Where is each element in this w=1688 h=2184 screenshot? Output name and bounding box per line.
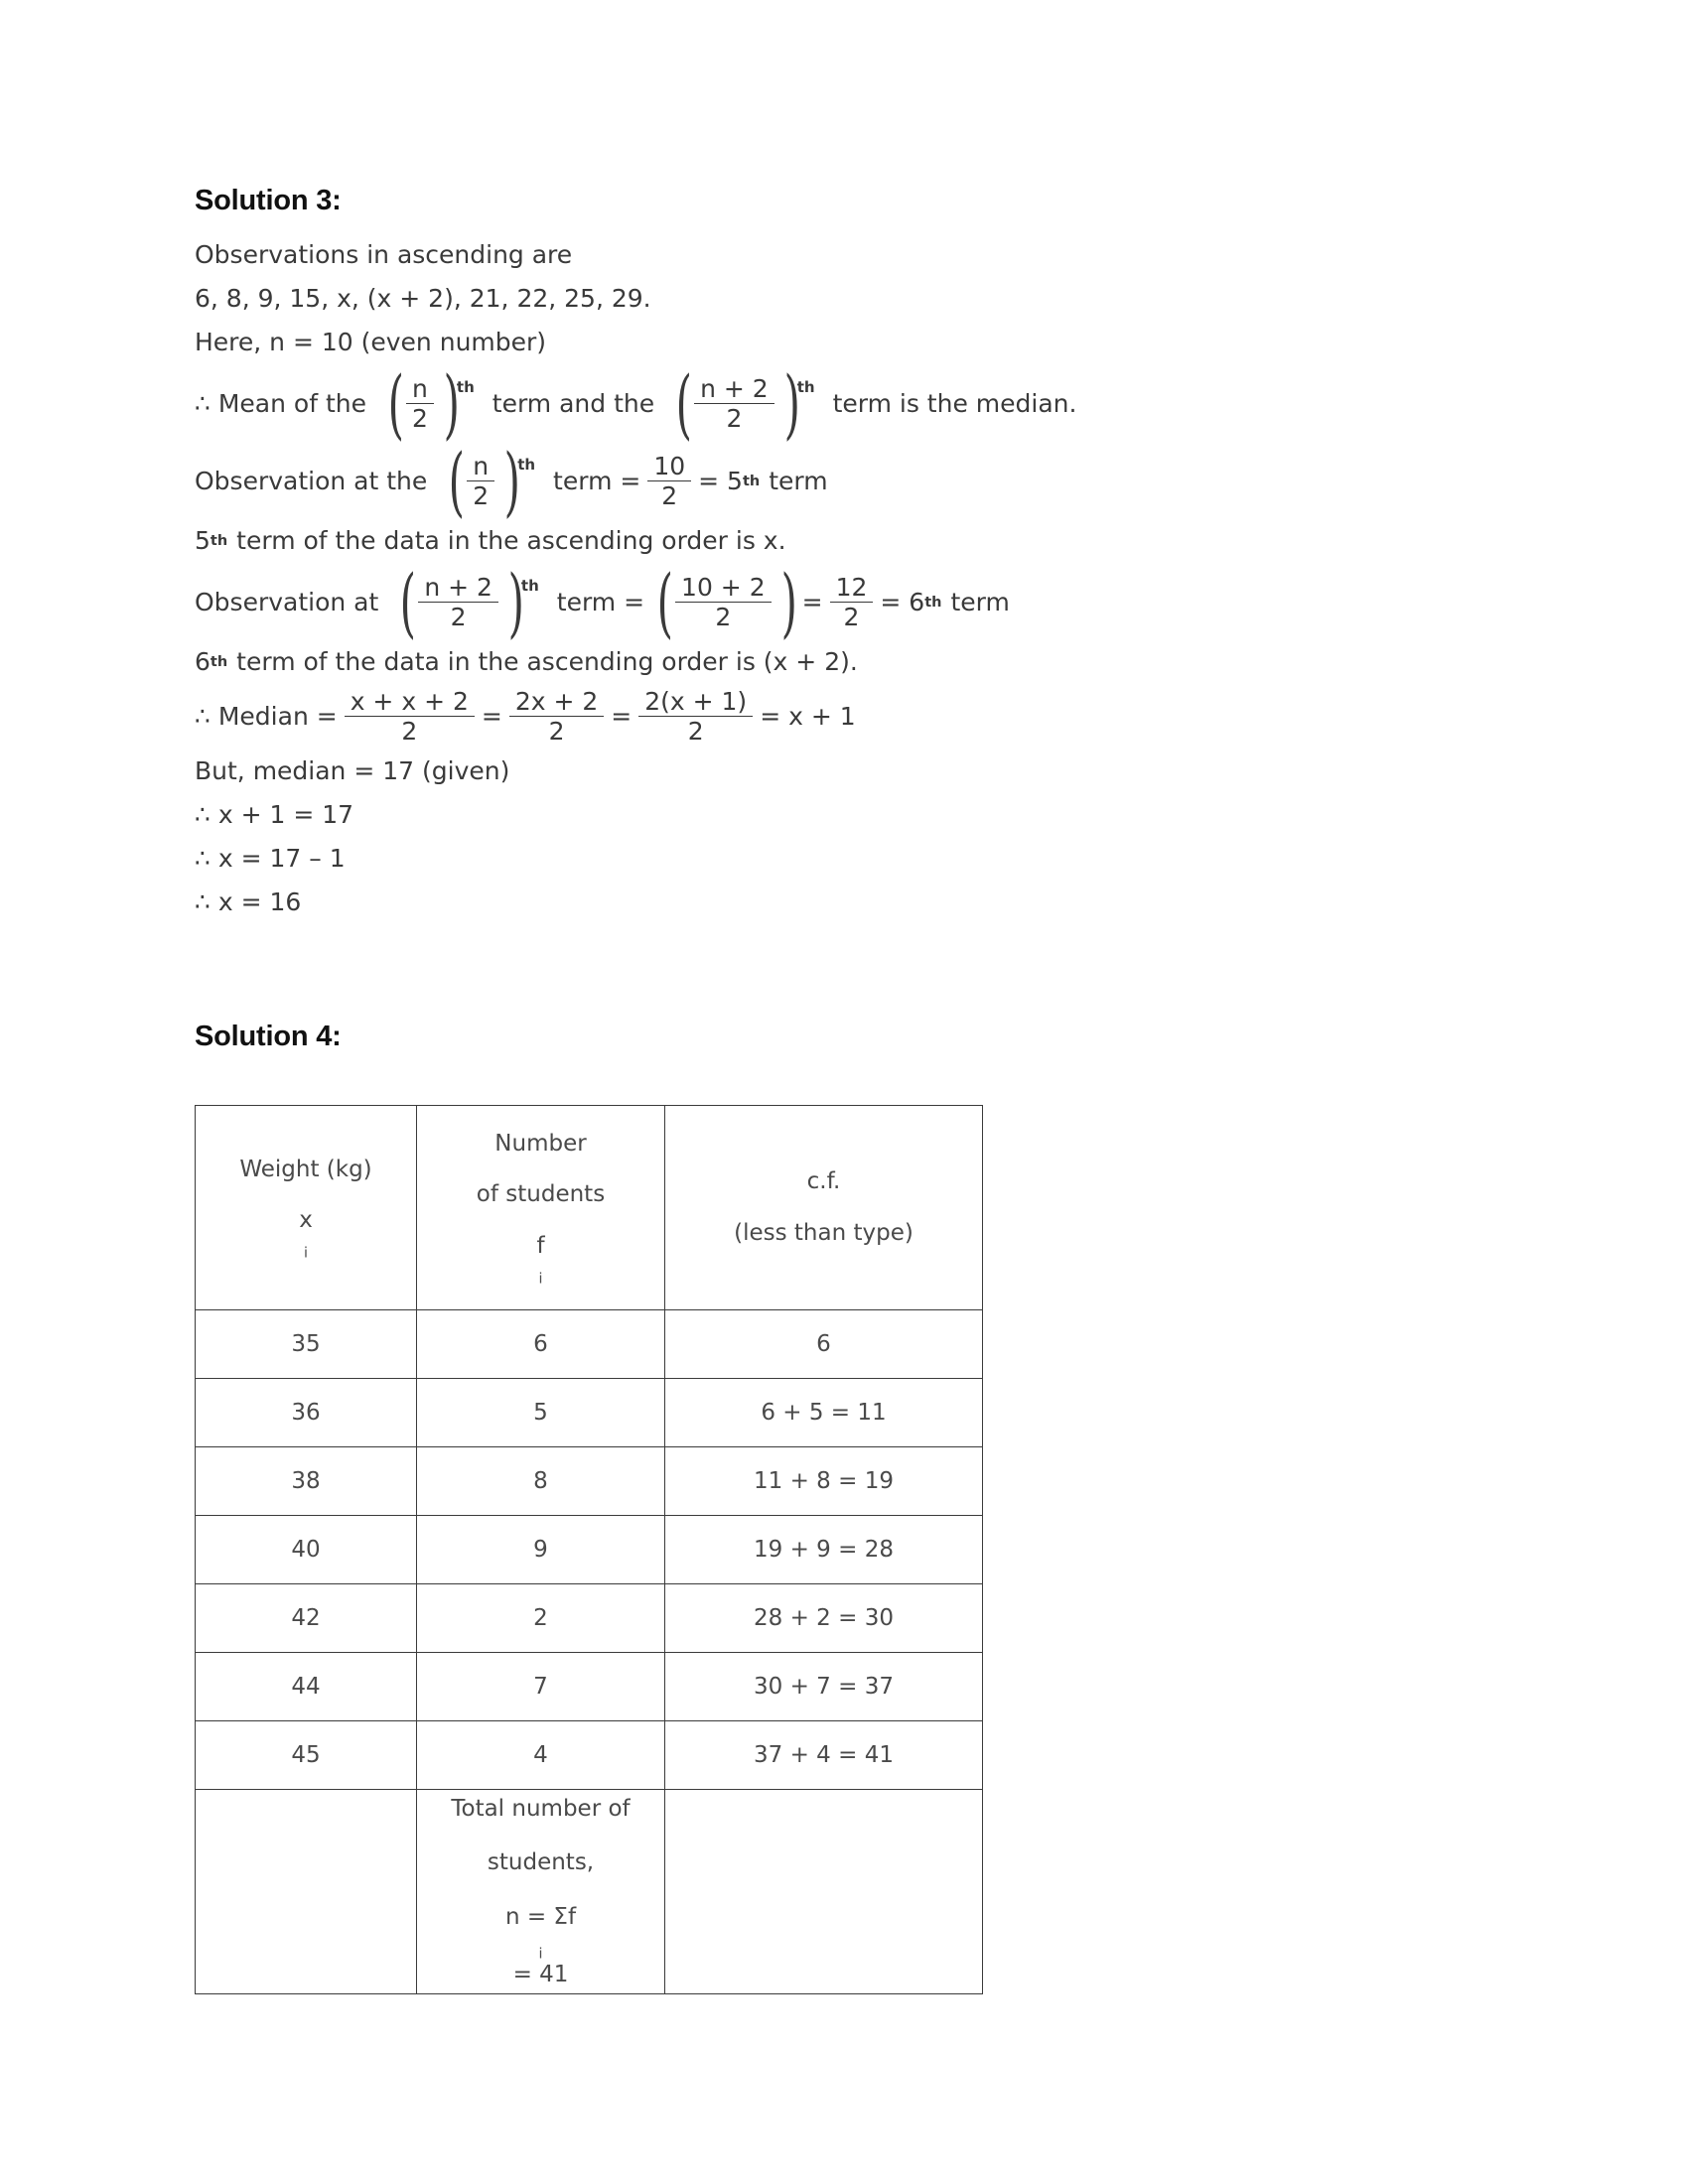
cell-cf: 11 + 8 = 19 [665, 1447, 983, 1516]
fraction-10-plus-2-over-2 [675, 572, 772, 631]
line-observation-6th: Observation at ( $\frac{n + 2}{2}$ ) th term = ( $\frac{10 + 2}{2}$ ) = $\frac{12}{2}$ = 6 th term [195, 557, 1010, 646]
right-paren-glyph: ) [507, 557, 524, 646]
mean-mid-text: term and the [492, 389, 655, 418]
obs6-result-text: = 6 [880, 588, 925, 616]
header-cell-students [417, 1106, 665, 1310]
fraction-numerator: n [406, 376, 434, 404]
table-row [196, 1584, 983, 1653]
median-equals-1: = [481, 702, 502, 731]
fraction-numerator: n + 2 [694, 376, 774, 404]
total-label-line2: students, [487, 1849, 595, 1876]
total-label-line1: Total number of [451, 1795, 631, 1822]
cell-cf-empty [665, 1790, 983, 1994]
obs6-mid-text: term = [556, 588, 645, 616]
right-paren-glyph: ) [780, 557, 797, 646]
header-cell-weight [196, 1106, 417, 1310]
fraction-n-over-2 [467, 451, 494, 510]
header-frequency-symbol: f $_i$ [536, 1232, 545, 1288]
left-paren-glyph: ( [656, 557, 673, 646]
equation-3-text: ∴ x = 16 [195, 887, 302, 916]
solution-3-section [195, 185, 1485, 926]
fraction-2-x-plus-1-over-2 [638, 686, 753, 746]
paren-n-plus-2-over-2 [396, 557, 539, 646]
fraction-denominator: 2 [401, 717, 418, 746]
paren-n-over-2 [445, 436, 536, 525]
cell-students: 4 [417, 1721, 665, 1790]
fifth-term-text: term of the data in the ascending order is x. [236, 526, 786, 555]
line-median-computation [195, 686, 1485, 748]
line-equation-2 [195, 839, 1485, 879]
fraction-denominator: 2 [715, 603, 732, 631]
paren-n-plus-2-over-2 [672, 358, 815, 448]
cell-students: 7 [417, 1653, 665, 1721]
frequency-table [195, 1105, 983, 1994]
left-paren-glyph: ( [387, 358, 404, 448]
line-data-list [195, 279, 1485, 319]
header-of-students-label: of students [476, 1181, 606, 1208]
fraction-2x-plus-2-over-2 [509, 686, 604, 746]
median-equals-2: = [611, 702, 633, 731]
here-n-text: Here, n = 10 (even number) [195, 328, 547, 356]
fraction-numerator: n + 2 [418, 575, 498, 603]
header-cf-sublabel: (less than type) [734, 1219, 914, 1246]
cell-weight: 40 [196, 1516, 417, 1584]
table-row [196, 1516, 983, 1584]
obs6-suffix-text: term [950, 588, 1010, 616]
line-5th-term-is-x: 5 th term of the data in the ascending order is x. [195, 526, 786, 555]
header-cell-cf [665, 1106, 983, 1310]
left-paren-glyph: ( [675, 358, 693, 448]
subscript-i: i [304, 1245, 308, 1262]
header-cf-label: c.f. [806, 1168, 841, 1195]
line-observations-intro [195, 235, 1485, 275]
cell-students: 6 [417, 1310, 665, 1379]
cell-cf: 30 + 7 = 37 [665, 1653, 983, 1721]
obs6-equals-sign: = [801, 588, 823, 616]
fraction-denominator: 2 [548, 717, 565, 746]
ordinal-suffix: th [796, 377, 815, 396]
table-total-row [196, 1790, 983, 1994]
cell-weight: 35 [196, 1310, 417, 1379]
right-paren-glyph: ) [783, 358, 800, 448]
total-sum-expression: n = Σf $_i$ = 41 [504, 1904, 577, 1987]
right-paren-glyph: ) [443, 358, 460, 448]
cell-cf: 6 + 5 = 11 [665, 1379, 983, 1447]
fraction-denominator: 2 [843, 603, 860, 631]
ordinal-suffix: th [456, 377, 475, 396]
fraction-numerator: 10 [647, 454, 691, 481]
cell-weight: 36 [196, 1379, 417, 1447]
fraction-10-over-2 [647, 451, 691, 510]
cell-weight: 44 [196, 1653, 417, 1721]
mean-prefix-text: ∴ Mean of the [195, 389, 366, 418]
right-paren-glyph: ) [503, 436, 521, 525]
header-number-label: Number [494, 1130, 587, 1157]
median-prefix-text: ∴ Median = [195, 702, 338, 731]
ordinal-suffix: th [517, 455, 536, 474]
fraction-denominator: 2 [687, 717, 704, 746]
left-paren-glyph: ( [399, 557, 417, 646]
median-result-text: = x + 1 [760, 702, 856, 731]
data-list-text: 6, 8, 9, 15, x, (x + 2), 21, 22, 25, 29. [195, 284, 651, 313]
line-equation-1 [195, 795, 1485, 835]
sixth-term-text: term of the data in the ascending order is (x + 2). [236, 647, 858, 676]
observations-text: Observations in ascending are [195, 240, 573, 269]
sixth-term-number: 6 [195, 647, 211, 676]
fraction-n-plus-2-over-2 [694, 373, 774, 433]
paren-n-over-2 [384, 358, 475, 448]
line-but-median-given [195, 751, 1485, 791]
cell-weight: 45 [196, 1721, 417, 1790]
solution-4-heading: Solution 4: [195, 1021, 342, 1052]
cell-students: 9 [417, 1516, 665, 1584]
subscript-i: i [538, 1271, 543, 1288]
cell-total-students [417, 1790, 665, 1994]
solution-4-section [195, 1105, 982, 1994]
fraction-numerator: n [467, 454, 494, 481]
fraction-12-over-2 [830, 572, 874, 631]
fraction-n-plus-2-over-2 [418, 572, 498, 631]
header-weight-label: Weight (kg) [239, 1156, 372, 1182]
fraction-denominator: 2 [726, 404, 743, 433]
table-row [196, 1310, 983, 1379]
fraction-denominator: 2 [661, 481, 678, 510]
obs5-suffix-text: term [769, 467, 828, 495]
cell-cf: 19 + 9 = 28 [665, 1516, 983, 1584]
cell-students: 2 [417, 1584, 665, 1653]
fraction-numerator: 2x + 2 [509, 689, 604, 717]
solution-3-body [195, 235, 1485, 922]
frequency-table-body [196, 1310, 983, 1994]
cell-cf: 37 + 4 = 41 [665, 1721, 983, 1790]
cell-students: 8 [417, 1447, 665, 1516]
fraction-numerator: x + x + 2 [345, 689, 475, 717]
fraction-numerator: 2(x + 1) [638, 689, 753, 717]
cell-weight-empty [196, 1790, 417, 1994]
cell-students: 5 [417, 1379, 665, 1447]
fifth-term-number: 5 [195, 526, 211, 555]
fraction-denominator: 2 [473, 481, 490, 510]
cell-weight: 38 [196, 1447, 417, 1516]
obs5-result-text: = 5 [698, 467, 743, 495]
line-mean-of-terms [195, 358, 1485, 448]
header-weight-symbol: x $_i$ [299, 1206, 313, 1262]
cell-cf: 28 + 2 = 30 [665, 1584, 983, 1653]
left-paren-glyph: ( [448, 436, 466, 525]
obs5-prefix-text: Observation at the [195, 467, 428, 495]
line-equation-3 [195, 883, 1485, 922]
obs6-prefix-text: Observation at [195, 588, 379, 616]
table-row [196, 1653, 983, 1721]
table-row [196, 1721, 983, 1790]
solution-3-heading: Solution 3: [195, 185, 342, 216]
table-header-row [196, 1106, 983, 1310]
equation-2-text: ∴ x = 17 – 1 [195, 844, 346, 873]
cell-cf: 6 [665, 1310, 983, 1379]
equation-1-text: ∴ x + 1 = 17 [195, 800, 354, 829]
cell-weight: 42 [196, 1584, 417, 1653]
ordinal-suffix: th [520, 576, 539, 595]
paren-10-plus-2-over-2 [653, 557, 797, 646]
fraction-numerator: 10 + 2 [675, 575, 772, 603]
table-row [196, 1379, 983, 1447]
fraction-numerator: 12 [830, 575, 874, 603]
obs5-mid-text: term = [553, 467, 641, 495]
line-6th-term-is-x-plus-2: 6 th term of the data in the ascending order is (x + 2). [195, 647, 858, 676]
line-observation-5th: Observation at the ( $\frac{n}{2}$ ) th term = $\frac{10}{2}$ = 5 th term [195, 436, 828, 525]
fraction-n-over-2 [406, 373, 434, 433]
subscript-i: i [538, 1946, 543, 1963]
table-row [196, 1447, 983, 1516]
fraction-denominator: 2 [412, 404, 428, 433]
mean-suffix-text: term is the median. [832, 389, 1077, 418]
line-here-n [195, 323, 1485, 362]
fraction-denominator: 2 [450, 603, 467, 631]
but-median-text: But, median = 17 (given) [195, 756, 510, 785]
fraction-x-plus-x-plus-2-over-2 [345, 686, 475, 746]
